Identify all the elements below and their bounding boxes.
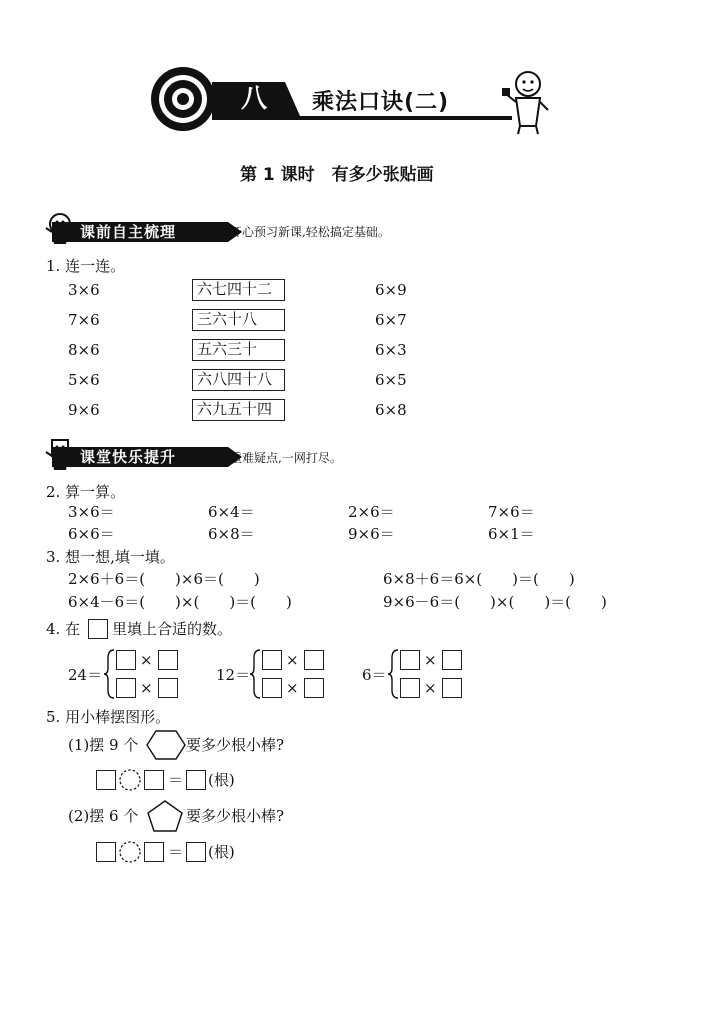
q4-title-suffix: 里填上合适的数。 (112, 620, 233, 638)
answer-box[interactable] (144, 770, 164, 790)
q1-middle-item[interactable]: 五六三十 (192, 339, 285, 361)
pentagon-icon (146, 799, 184, 833)
q4-group-label: 6＝ (362, 666, 387, 684)
answer-box[interactable] (96, 842, 116, 862)
equals-sign: ＝ (168, 771, 184, 789)
q2-item: 6×8＝ (208, 525, 255, 543)
q1-right-item: 6×8 (375, 401, 407, 419)
q4-group-label: 24＝ (68, 666, 103, 684)
hexagon-icon (146, 729, 186, 761)
answer-box-icon (88, 619, 108, 639)
section-label-practice: 课堂快乐提升 (52, 447, 228, 467)
q2-item: 2×6＝ (348, 503, 395, 521)
left-brace-icon (250, 648, 262, 700)
cartoon-boy-icon (502, 72, 548, 134)
q1-right-item: 6×3 (375, 341, 407, 359)
left-brace-icon (104, 648, 116, 700)
unit-title: 乘法口诀(二) (312, 90, 450, 115)
unit-label: (根) (208, 771, 235, 789)
q1-middle-item[interactable]: 六九五十四 (192, 399, 285, 421)
answer-box[interactable] (116, 678, 136, 698)
q1-right-item: 6×5 (375, 371, 407, 389)
q2-item: 6×6＝ (68, 525, 115, 543)
q2-title: 2. 算一算。 (46, 483, 126, 501)
section-subtitle-practice: 重难疑点,一网打尽。 (230, 451, 342, 465)
times-sign: × (286, 651, 299, 669)
q1-middle-item[interactable]: 三六十八 (192, 309, 285, 331)
answer-box[interactable] (158, 650, 178, 670)
q3-item: 6×8＋6＝6×( )＝( ) (383, 570, 575, 588)
answer-box[interactable] (186, 770, 206, 790)
answer-box[interactable] (262, 650, 282, 670)
unit-number: 八 (240, 84, 267, 114)
unit-label: (根) (208, 843, 235, 861)
q5-part1-suffix: 要多少根小棒? (186, 736, 285, 754)
answer-box[interactable] (262, 678, 282, 698)
left-brace-icon (388, 648, 400, 700)
q5-part2-prefix: (2)摆 6 个 (68, 807, 139, 825)
operator-circle[interactable] (118, 768, 142, 792)
q3-item: 2×6＋6＝( )×6＝( ) (68, 570, 260, 588)
answer-box[interactable] (400, 678, 420, 698)
answer-box[interactable] (442, 650, 462, 670)
times-sign: × (424, 679, 437, 697)
q1-middle-item[interactable]: 六七四十二 (192, 279, 285, 301)
q1-left-item: 7×6 (68, 311, 100, 329)
q2-item: 6×4＝ (208, 503, 255, 521)
q5-part1-prefix: (1)摆 9 个 (68, 736, 139, 754)
q2-item: 6×1＝ (488, 525, 535, 543)
q4-group-label: 12＝ (216, 666, 251, 684)
q2-item: 3×6＝ (68, 503, 115, 521)
equals-sign: ＝ (168, 843, 184, 861)
q1-right-item: 6×7 (375, 311, 407, 329)
answer-box[interactable] (304, 678, 324, 698)
operator-circle[interactable] (118, 840, 142, 864)
answer-box[interactable] (186, 842, 206, 862)
q1-left-item: 8×6 (68, 341, 100, 359)
q1-title: 1. 连一连。 (46, 257, 126, 275)
q5-title: 5. 用小棒摆图形。 (46, 708, 171, 726)
answer-box[interactable] (400, 650, 420, 670)
answer-box[interactable] (96, 770, 116, 790)
answer-box[interactable] (442, 678, 462, 698)
answer-box[interactable] (144, 842, 164, 862)
q1-middle-item[interactable]: 六八四十八 (192, 369, 285, 391)
times-sign: × (286, 679, 299, 697)
q2-item: 9×6＝ (348, 525, 395, 543)
q3-item: 9×6－6＝( )×( )＝( ) (383, 593, 607, 611)
q5-part2-suffix: 要多少根小棒? (186, 807, 285, 825)
q1-left-item: 3×6 (68, 281, 100, 299)
q1-right-item: 6×9 (375, 281, 407, 299)
q1-left-item: 9×6 (68, 401, 100, 419)
answer-box[interactable] (304, 650, 324, 670)
times-sign: × (140, 679, 153, 697)
answer-box[interactable] (158, 678, 178, 698)
times-sign: × (424, 651, 437, 669)
section-subtitle-preview: 开心预习新课,轻松搞定基础。 (230, 225, 390, 239)
lesson-title: 第 1 课时 有多少张贴画 (240, 165, 434, 185)
q3-title: 3. 想一想,填一填。 (46, 548, 175, 566)
q1-left-item: 5×6 (68, 371, 100, 389)
answer-box[interactable] (116, 650, 136, 670)
times-sign: × (140, 651, 153, 669)
q4-title-prefix: 4. 在 (46, 620, 81, 638)
section-label-preview: 课前自主梳理 (52, 222, 228, 242)
q2-item: 7×6＝ (488, 503, 535, 521)
q3-item: 6×4－6＝( )×( )＝( ) (68, 593, 292, 611)
